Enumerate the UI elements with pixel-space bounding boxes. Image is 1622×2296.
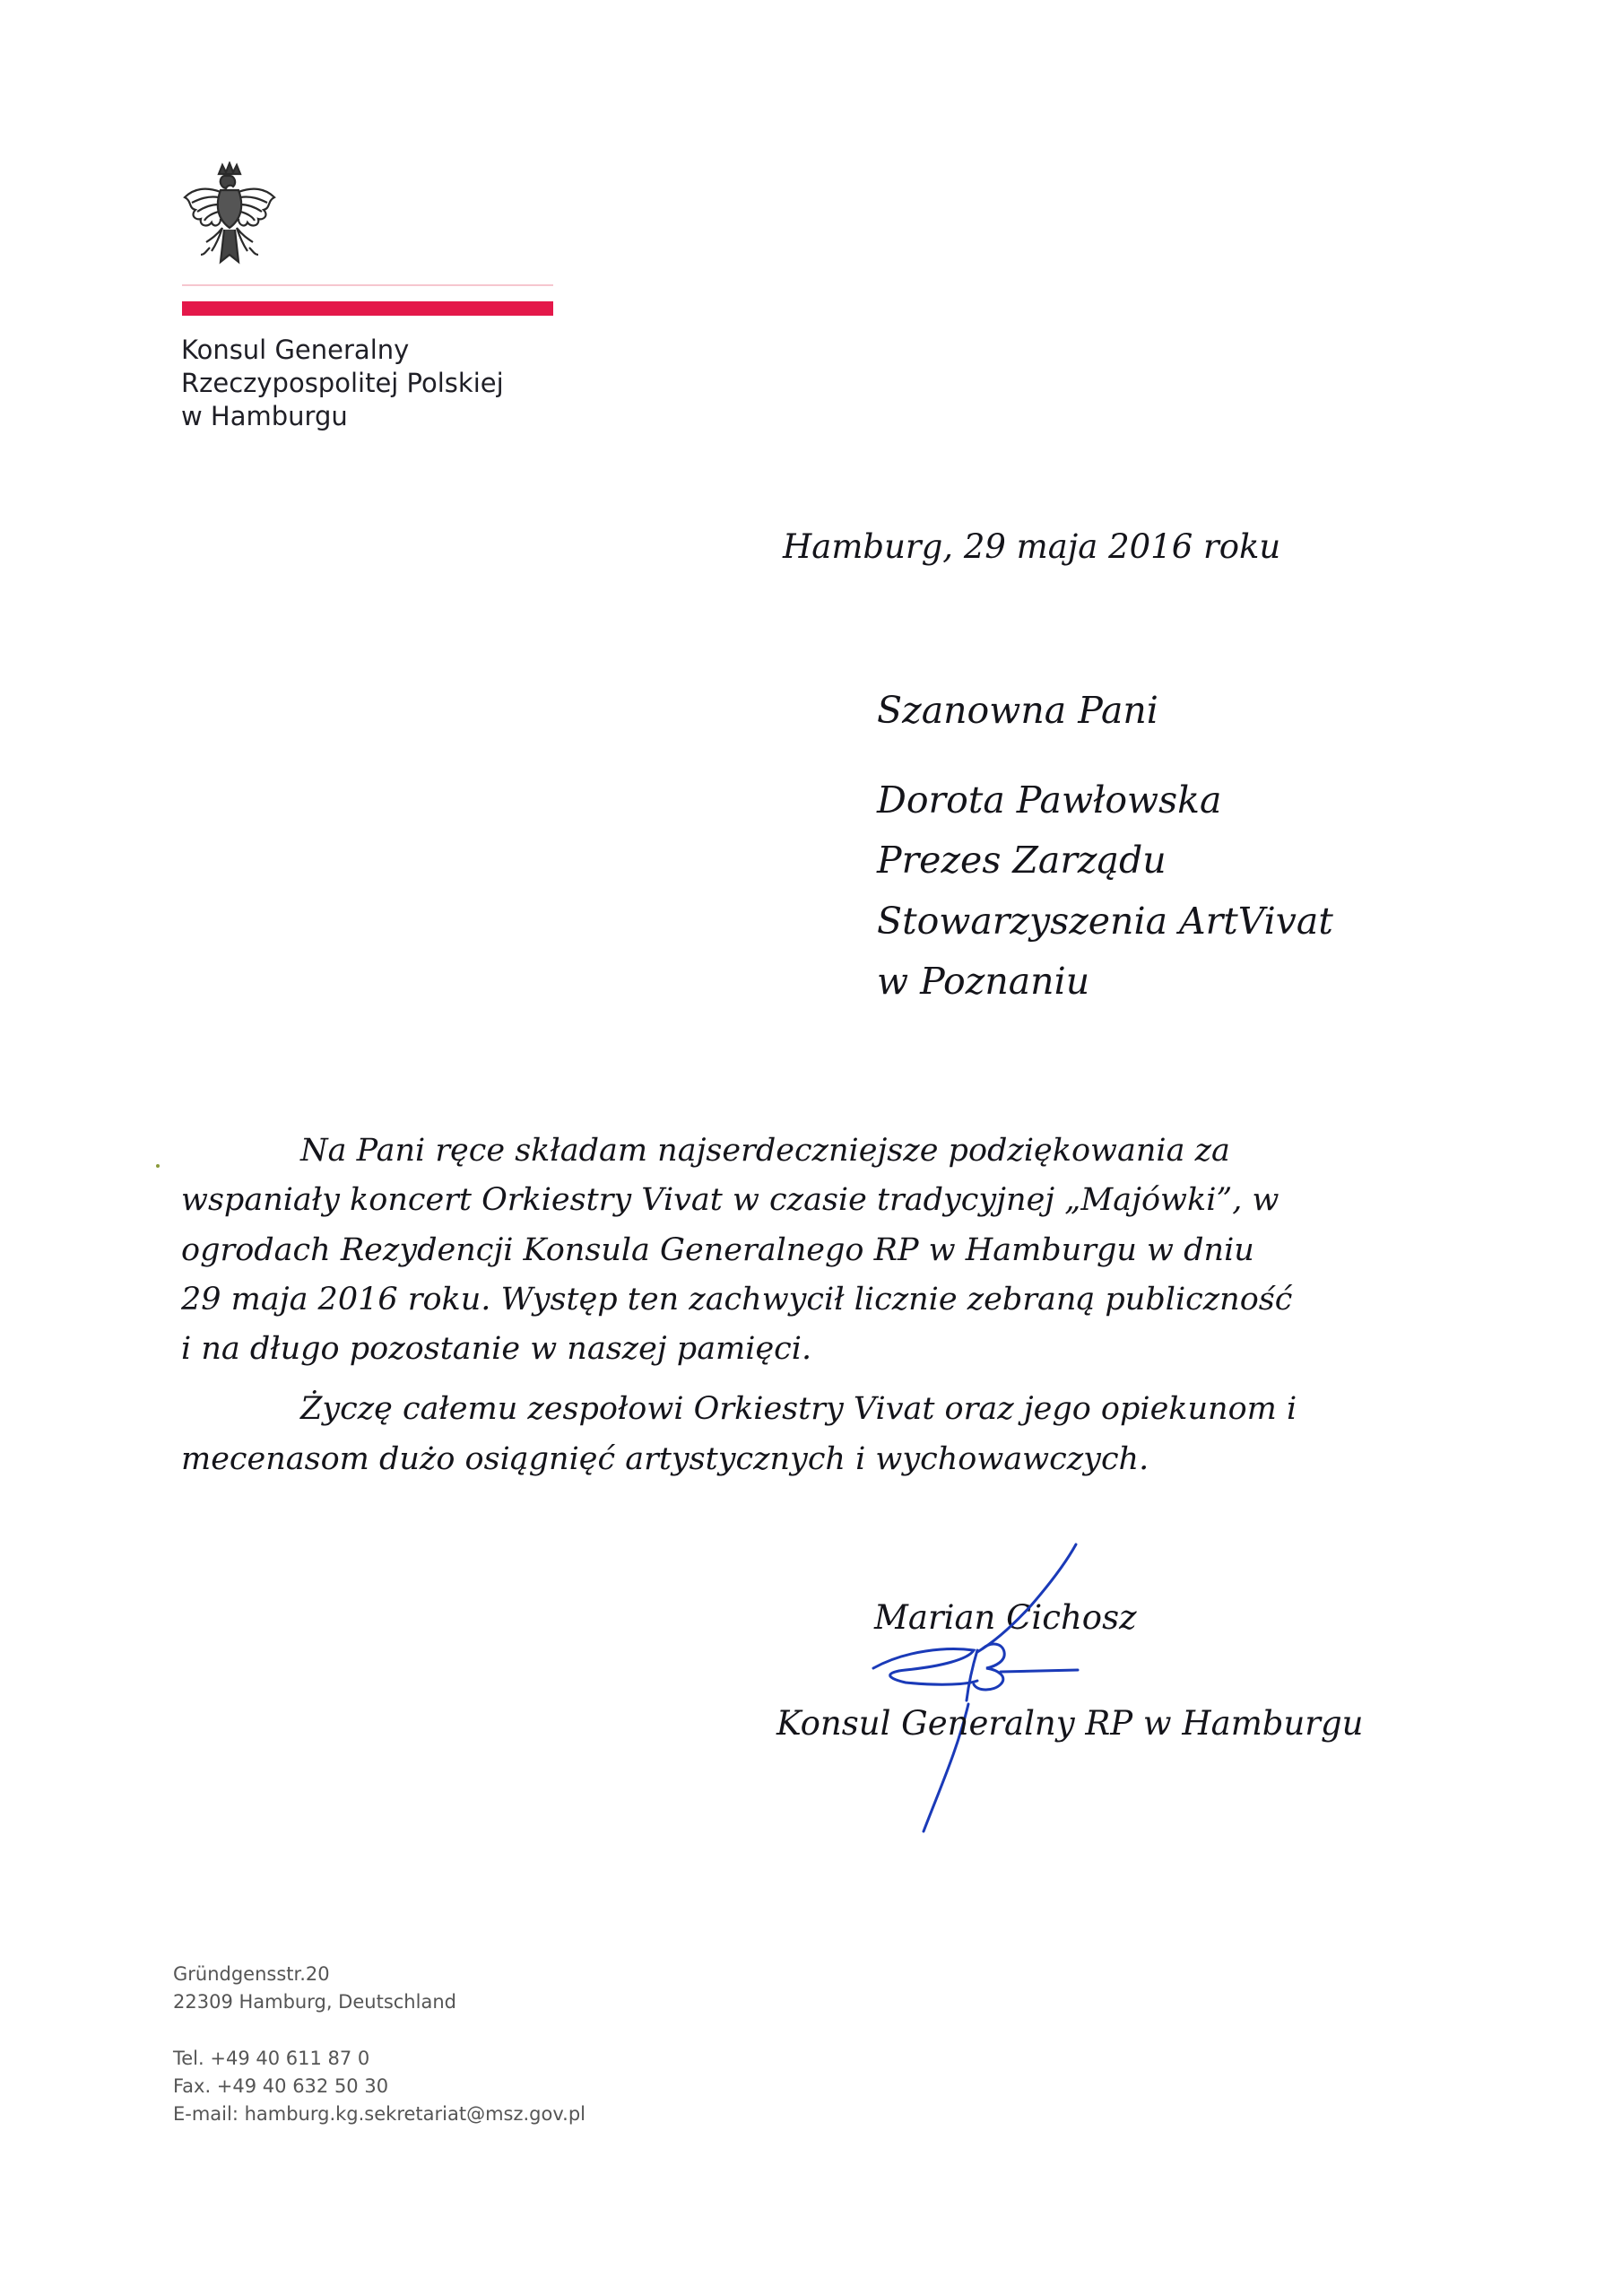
salutation: Szanowna Pani — [877, 689, 1158, 732]
body-line: 29 maja 2016 roku. Występ ten zachwycił licznie zebraną publiczność — [181, 1282, 1293, 1318]
body-line: Życzę całemu zespołowi Orkiestry Vivat oraz jego opiekunom i — [300, 1391, 1297, 1427]
office-line: Konsul Generalny — [181, 335, 410, 365]
office-line: w Hamburgu — [181, 401, 348, 431]
signer-title: Konsul Generalny RP w Hamburgu — [776, 1704, 1364, 1743]
recipient-position: Prezes Zarządu — [877, 839, 1167, 882]
letterhead-red-band — [182, 301, 553, 316]
fax: Fax. +49 40 632 50 30 — [173, 2075, 389, 2097]
body-line: i na długo pozostanie w naszej pamięci. — [181, 1331, 812, 1367]
body-line: Na Pani ręce składam najserdeczniejsze podziękowania za — [300, 1133, 1230, 1169]
footer-address — [173, 1961, 456, 2016]
issuing-office — [181, 334, 504, 433]
phone: Tel. +49 40 611 87 0 — [173, 2048, 370, 2069]
body-line: ogrodach Rezydencji Konsula Generalnego RP w Hamburgu w dniu — [181, 1232, 1254, 1268]
letterhead-thin-rule — [182, 284, 553, 286]
body-line: mecenasom dużo osiągnięć artystycznych i wychowawczych. — [181, 1441, 1149, 1477]
footer-contact — [173, 2045, 585, 2128]
recipient-name: Dorota Pawłowska — [877, 778, 1222, 822]
recipient-organization: Stowarzyszenia ArtVivat — [877, 900, 1333, 943]
eagle-emblem-icon — [179, 161, 280, 267]
letter-date: Hamburg, 29 maja 2016 roku — [783, 527, 1281, 566]
signer-name: Marian Cichosz — [874, 1598, 1137, 1637]
recipient-city: w Poznaniu — [877, 960, 1090, 1003]
email: E-mail: hamburg.kg.sekretariat@msz.gov.pl — [173, 2103, 586, 2125]
body-line: wspaniały koncert Orkiestry Vivat w czasie tradycyjnej „Majówki”, w — [181, 1182, 1279, 1218]
scan-speck — [156, 1164, 160, 1168]
address-line: Gründgensstr.20 — [173, 1963, 330, 1985]
handwritten-signature — [843, 1543, 1112, 1848]
address-line: 22309 Hamburg, Deutschland — [173, 1991, 456, 2013]
office-line: Rzeczypospolitej Polskiej — [181, 368, 504, 398]
